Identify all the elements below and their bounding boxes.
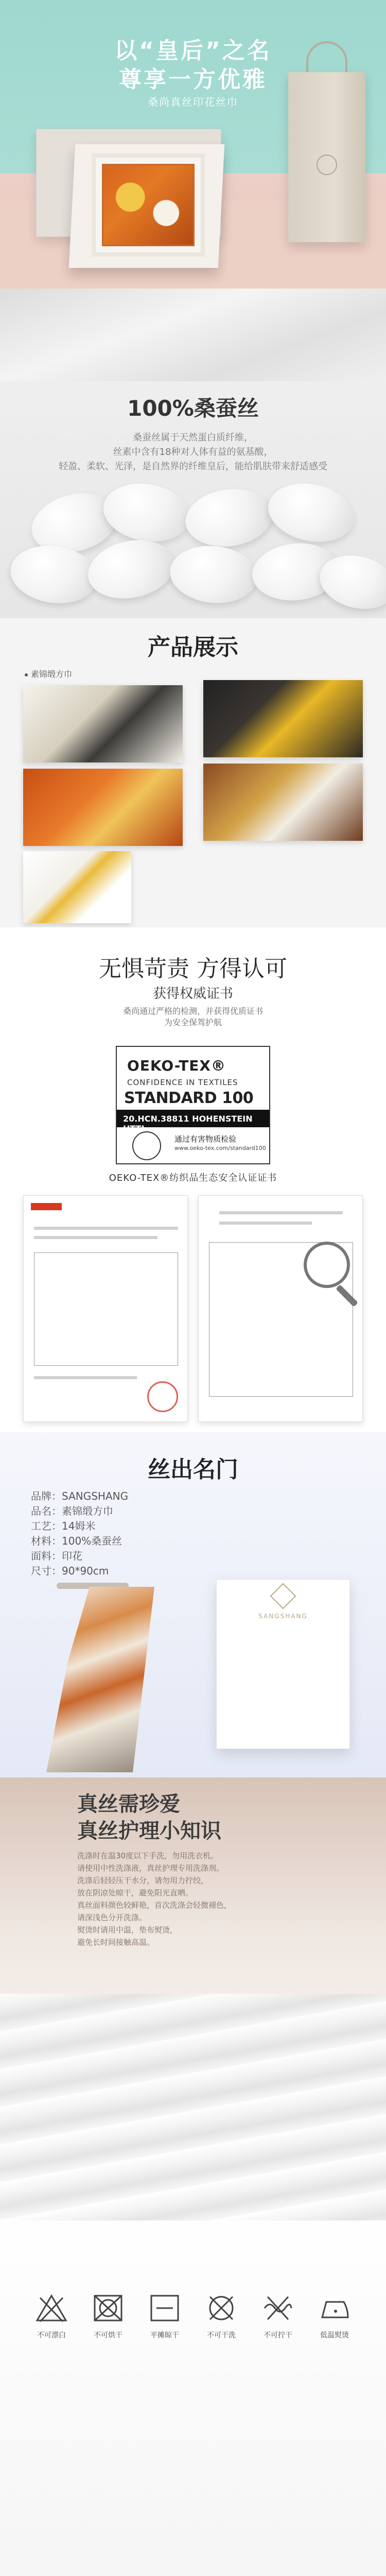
care-line: 放在阴凉处晾干，避免阳光直晒。 [77,1888,194,1897]
spec-name: 品名：素锦缎方巾 [31,1505,113,1517]
product-showcase-section [0,618,386,927]
box-brand-text: SANGSHANG [258,1613,308,1620]
care-label: 不可拧干 [264,2331,292,2340]
report-stamp-icon [147,1381,178,1412]
report-line [34,1236,157,1239]
products-label: 素锦缎方巾 [25,668,72,680]
no-dry-clean-icon [203,2293,240,2324]
spec-size: 尺寸：90*90cm [31,1565,109,1577]
care-line: 洗涤后轻轻压干水分，请勿用力拧绞， [77,1876,209,1885]
hero-subtitle: 桑尚真丝印花丝巾 [148,96,238,108]
products-title: 产品展示 [148,634,238,660]
care-line: 熨烫时请用中温，垫布熨烫， [77,1925,178,1935]
care-line: 洗涤时在温30度以下手洗，勿用洗衣机。 [77,1851,219,1860]
product-image-1[interactable] [23,685,183,762]
silk-line-3: 轻盈、柔软、光泽，是自然界的纤维皇后，能给肌肤带来舒适感受 [59,461,327,472]
scarf-in-box-image [92,154,205,257]
report-table [34,1252,178,1366]
report-line [219,1211,343,1214]
oeko-logo-icon [132,1131,161,1160]
care-instructions [77,1850,293,1948]
oeko-confidence-text: CONFIDENCE IN TEXTILES [127,1078,238,1087]
care-label: 不可干洗 [207,2331,236,2340]
report-line [219,1222,312,1225]
silk-intro-section [0,289,386,618]
bag-logo-icon [317,155,337,175]
oeko-main-text: OEKO-TEX® [127,1057,226,1074]
hanging-scarf-image [46,1587,154,1772]
oeko-tex-label [116,1046,270,1164]
family-title: 丝出名门 [148,1456,238,1483]
care-label: 低温熨烫 [320,2331,349,2340]
care-label: 不可烘干 [94,2331,122,2340]
cert-title: 无惧苛责 方得认可 [99,956,287,982]
care-item-no-bleach [23,2293,80,2340]
hero-banner [0,0,386,289]
hero-title-line1: 以“皇后”之名 [114,38,272,64]
oeko-number: 20.HCN.38811 HOHENSTEIN HTTI [123,1114,253,1133]
care-label: 平摊晾干 [150,2331,179,2340]
no-wring-icon [259,2293,296,2324]
oeko-url-text: www.oeko-tex.com/standard100 [174,1145,266,1151]
silk-title: 100%桑蚕丝 [127,396,259,421]
report-header-logo [31,1203,62,1210]
scarf-pattern [102,164,195,246]
cocoon-image [7,540,101,609]
product-image-4[interactable] [203,764,363,841]
care-label: 不可漂白 [37,2331,66,2340]
hero-title-line2: 尊享一方优雅 [119,66,267,93]
spec-list [31,1489,128,1579]
spec-craft: 工艺：14姆米 [31,1520,96,1532]
care-line: 请深浅色分开洗涤。 [77,1913,147,1922]
cocoon-image [99,477,195,548]
certification-section [0,927,386,1432]
cert-subtitle: 获得权威证书 [152,986,233,1002]
silk-line-2: 丝素中含有18种对人体有益的氨基酸， [113,447,273,457]
care-line: 避免长时间接触高温。 [77,1938,155,1947]
care-item-no-wring [250,2293,306,2340]
no-tumble-dry-icon [90,2293,127,2324]
care-line: 请使用中性洗涤液，真丝护理专用洗涤剂。 [77,1863,224,1873]
low-iron-icon [316,2293,353,2324]
care-item-flat-dry [136,2293,193,2340]
oeko-standard-text: STANDARD 100 [124,1089,254,1107]
silk-line-1: 桑蚕丝属于天然蛋白质纤维， [133,432,253,443]
care-title-2: 真丝护理小知识 [77,1819,221,1843]
report-line [34,1376,137,1379]
spec-brand: 品牌：SANGSHANG [31,1490,129,1502]
oeko-caption: OEKO-TEX®纺织品生态安全认证证书 [109,1173,277,1183]
cocoon-image [182,484,276,552]
care-title-1: 真丝需珍爱 [77,1792,180,1816]
product-spec-section [0,1432,386,1777]
silk-fabric-backdrop [0,289,386,381]
product-image-3[interactable] [23,769,183,846]
care-item-low-iron [306,2293,363,2340]
cocoon-image [262,476,360,550]
test-report-page-2[interactable] [198,1195,363,1422]
care-line: 真丝面料颜色较鲜艳，首次洗涤会轻微褪色， [77,1901,232,1910]
report-line [34,1227,178,1230]
cert-line-1: 桑尚通过严格的检测，并获得优质证书 [122,1006,263,1016]
care-item-no-dry-clean [193,2293,250,2340]
spec-fabric: 面料：印花 [31,1550,82,1562]
cocoon-image [167,541,260,607]
magnifier-icon [304,1242,350,1288]
silk-wave-image [0,1994,386,2221]
flat-dry-icon [146,2293,183,2324]
care-section [0,1777,386,2576]
care-item-no-tumble-dry [80,2293,136,2340]
spec-material: 材料：100%桑蚕丝 [31,1535,122,1547]
product-image-2[interactable] [203,680,363,757]
oeko-check-text: 通过有害物质检验 [174,1134,237,1144]
care-icon-row [23,2293,363,2385]
test-report-page-1[interactable] [23,1195,188,1422]
no-bleach-icon [33,2293,70,2324]
product-image-5[interactable] [23,851,131,923]
cert-line-2: 为安全保驾护航 [164,1018,222,1027]
